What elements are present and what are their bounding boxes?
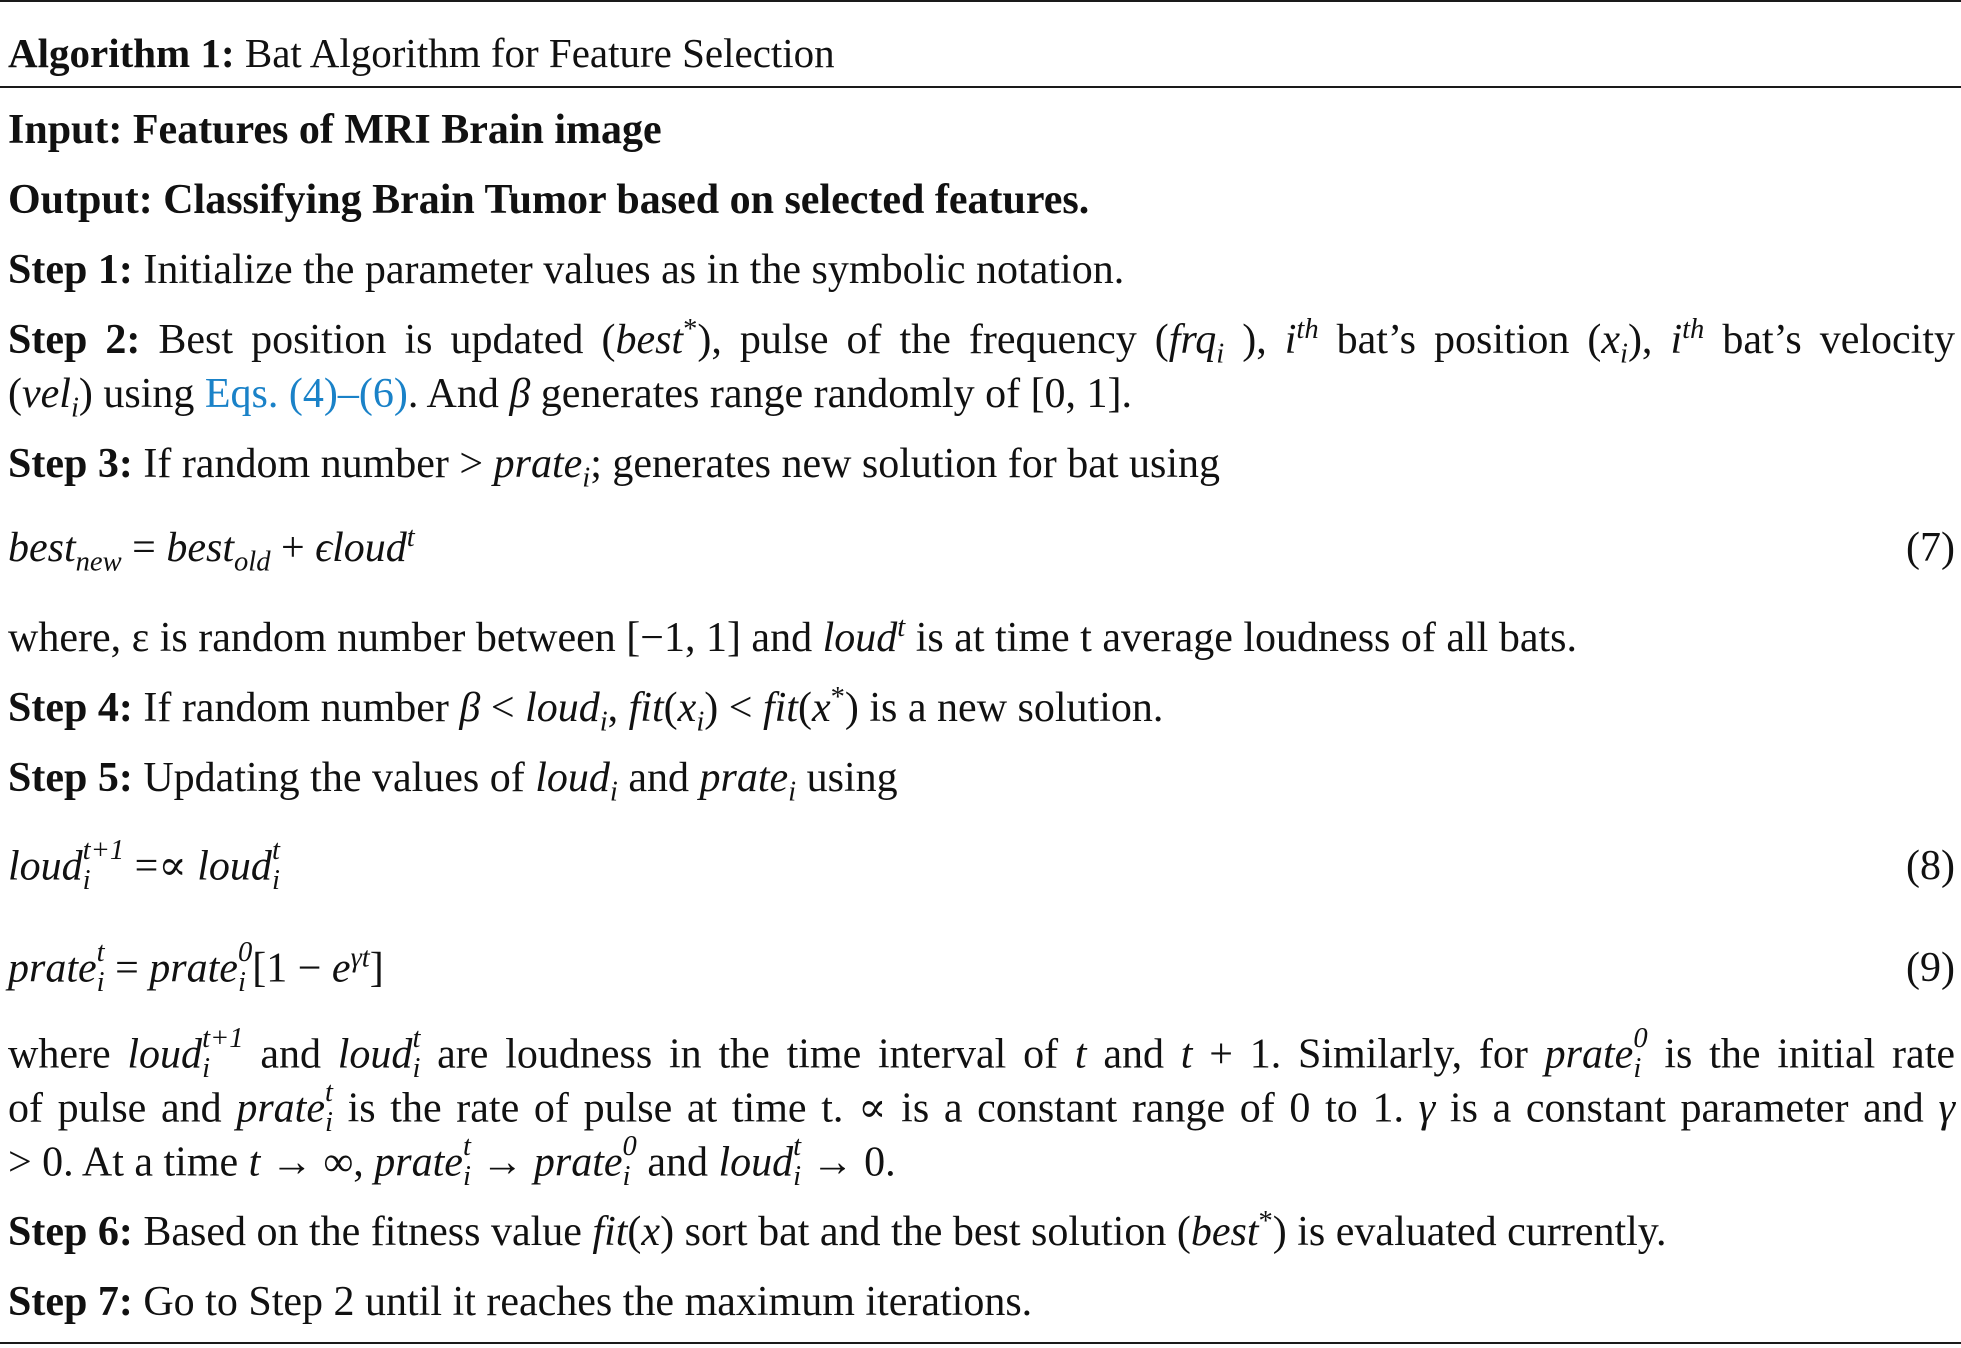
supsub [325,1078,333,1138]
equation-8-number: (8) [1906,843,1955,889]
sup-text: t [412,1023,421,1054]
prate-var: prate [533,1139,623,1186]
note-text: > 0. At a time [8,1139,249,1186]
algorithm-label: Algorithm 1: [8,30,235,76]
supsub [272,836,280,896]
prate-var: prate [493,441,583,487]
prate-var: prate [8,945,97,992]
step-3-text: If random number > [143,441,494,487]
e-var: e [331,945,351,992]
bottom-rule [0,1342,1961,1344]
th-sup: th [1682,314,1705,345]
i-var: i [1284,317,1297,363]
supsub [412,1024,420,1084]
prate-var: prate [236,1085,325,1132]
star-sup: * [1258,1206,1273,1237]
i-sub: i [1620,338,1628,370]
step-2-text: ), [1627,317,1671,363]
prate-var: prate [374,1139,463,1186]
supsub [238,938,252,998]
note-text: is a constant parameter and [1435,1085,1939,1132]
output-text: Output: Classifying Brain Tumor based on selected features. [8,177,1090,223]
note-text: of pulse and [8,1085,237,1132]
lt-sign: < [480,685,526,731]
sup-text: t [324,1077,333,1108]
sub-text: i [412,1052,421,1084]
loud-var: loud [535,755,610,801]
sup-text: t [793,1131,802,1162]
frq-var: frq [1168,317,1217,363]
note-text: where, ε is random number between [−1, 1] and [8,615,823,661]
t-sup: t [406,522,415,553]
sub-text: i [237,966,246,998]
note-text: where [8,1031,128,1078]
supsub [793,1132,801,1192]
loud-var: loud [525,685,600,731]
sub-text: i [622,1160,631,1192]
header-rule [0,86,1961,88]
step-6: Step 6: Based on the fitness value fit(x) sort bat and the best solution (best*) is evaluated currently. [8,1206,1667,1255]
epsilon-var: ϵ [315,525,333,571]
gamma-t-sup: γt [350,942,370,974]
sup-text: t [96,937,105,968]
i-sub: i [788,776,797,808]
sup-text: t [271,835,280,866]
step-2-text: bat’s velocity [1704,317,1955,363]
t-var: t [248,1139,261,1186]
equations-link[interactable]: Eqs. (4)–(6) [204,371,408,417]
fit-var: fit [592,1209,628,1255]
sub-text: i [82,864,91,896]
fit-var: fit [762,685,798,731]
note-text: → [470,1139,534,1186]
note-epsilon [8,612,1955,664]
step-3-text: ; generates new solution for bat using [590,441,1221,487]
step-7-text: Go to Step 2 until it reaches the maximum iterations. [143,1279,1033,1325]
step-6-text: sort bat and the best solution ( [674,1209,1191,1255]
plus-sign: + [270,525,316,571]
sup-text: t+1 [82,835,125,866]
loud-var: loud [197,843,272,890]
loud-var: loud [337,1031,413,1078]
sub-text: i [202,1052,210,1084]
step-4-label: Step 4: [8,685,133,731]
note-text: is the rate of pulse at time t. ∝ is a constant range of 0 to 1. [332,1085,1419,1132]
i-sub: i [696,706,705,738]
step-4-text: If random number [143,685,460,731]
beta-var: β [459,685,481,731]
step-2-text: ), pulse of the frequency ( [697,317,1169,363]
step-5-text: using [796,755,898,801]
note-text: is the initial rate [1647,1031,1955,1078]
step-7-label: Step 7: [8,1279,133,1325]
t-var: t [1180,1031,1193,1078]
input-text: Input: Features of MRI Brain image [8,107,662,153]
sup-text: 0 [237,937,253,968]
eq-sign: = [121,525,167,571]
t-sup: t [897,612,906,643]
prate-var: prate [699,755,789,801]
new-sub: new [75,546,122,578]
sup-text: t [462,1131,471,1162]
note-text: + 1. Similarly, for [1192,1031,1545,1078]
equation-7-number: (7) [1906,525,1955,571]
step-4-text: is a new solution. [858,685,1164,731]
vel-var: vel [22,371,71,417]
step-7 [8,1276,1955,1328]
note-loudness-line-3 [8,1131,1955,1196]
note-text: and [636,1139,719,1186]
step-4: Step 4: If random number β < loud$_i$, $fit(x_i) < fit(x^*)$ is a new solution. [8,682,1164,738]
step-6-text: ) is evaluated currently. [1272,1209,1667,1255]
algorithm-title: Bat Algorithm for Feature Selection [244,30,835,76]
sub-text: i [96,966,105,998]
th-sup: th [1296,314,1319,345]
i-sub: i [599,706,608,738]
i-sub: i [609,776,618,808]
output-line [8,174,1955,226]
step-3-label: Step 3: [8,441,133,487]
algorithm-heading [8,27,1955,79]
best-var: best [1190,1209,1259,1255]
step-2-text: ) using [78,371,205,417]
step-1-label: Step 1: [8,247,133,293]
t-var: t [1074,1031,1087,1078]
sub-text: i [462,1160,471,1192]
sub-text: i [1633,1052,1642,1084]
note-loudness-line-2 [8,1077,1955,1142]
equation-9-number: (9) [1906,945,1955,991]
i-var: i [1670,317,1683,363]
equation-9 [8,937,1955,1002]
step-2-text: bat’s position ( [1318,317,1602,363]
star-sup: * [683,314,698,345]
sup-text: t+1 [202,1023,244,1054]
prate-var: prate [1544,1031,1634,1078]
loud-var: loud [822,615,898,661]
step-2-line-1 [8,314,1955,370]
step-2-line-2: (vel$_i$) using Eqs. (4)–(6). And β generates range randomly of [0, 1]. [8,371,1133,424]
fit-var: fit [628,685,664,731]
equation-7 [8,522,1955,578]
sub-text: i [271,864,280,896]
step-1 [8,244,1955,296]
old-sub: old [234,546,271,578]
sup-text: 0 [622,1131,637,1162]
step-6-label: Step 6: [8,1209,133,1255]
i-sub: i [70,392,79,424]
note-text: → 0. [801,1139,896,1186]
comma: , [607,685,629,731]
gamma-var: γ [1938,1085,1955,1132]
sub-text: i [324,1106,333,1138]
x-var: x [641,1209,661,1255]
step-2-text: ), [1224,317,1285,363]
beta-var: β [509,371,531,417]
note-text: → ∞, [260,1139,375,1186]
note-loudness-line-1 [8,1023,1955,1088]
loud-var: loud [127,1031,203,1078]
step-6-text: Based on the fitness value [143,1209,593,1255]
loud-var: loud [332,525,407,571]
note-text: is at time t average loudness of all bats. [905,615,1578,661]
supsub [1633,1024,1647,1084]
input-line [8,104,1955,156]
best-var: best [615,317,684,363]
supsub [97,938,105,998]
best-var: best [166,525,234,571]
eq-sign: =∝ [124,843,198,890]
note-text: are loudness in the time interval of [420,1031,1075,1078]
x-var: x [811,685,831,731]
note-text: and [1086,1031,1181,1078]
step-5-label: Step 5: [8,755,133,801]
eq-sign: = [104,945,150,992]
supsub [623,1132,637,1192]
star-sup: * [830,682,845,713]
step-5-text: Updating the values of [143,755,536,801]
best-var: best [8,525,76,571]
note-text: and [243,1031,338,1078]
step-2-text: Best position is updated ( [158,317,616,363]
step-2-text: . And [407,371,510,417]
sup-text: 0 [1633,1023,1648,1054]
gamma-var: γ [1418,1085,1436,1132]
sub-text: i [793,1160,802,1192]
x-var: x [677,685,697,731]
x-var: x [1601,317,1620,363]
bracket: ] [369,945,384,992]
step-2-label: Step 2: [8,317,141,363]
loud-var: loud [8,843,83,890]
i-sub: i [1216,338,1225,370]
step-5 [8,752,1955,808]
equation-8 [8,835,1955,900]
i-sub: i [582,462,591,494]
step-1-text: Initialize the parameter values as in the symbolic notation. [143,247,1125,293]
step-5-text: and [617,755,700,801]
prate-var: prate [149,945,238,992]
top-rule [0,0,1961,2]
supsub [202,1024,243,1084]
step-2-text: generates range randomly of [0, 1]. [530,371,1133,417]
bracket: [1 − [252,945,332,992]
lt-sign: < [718,685,763,731]
loud-var: loud [718,1139,794,1186]
step-3 [8,438,1955,494]
supsub [463,1132,471,1192]
supsub [83,836,124,896]
